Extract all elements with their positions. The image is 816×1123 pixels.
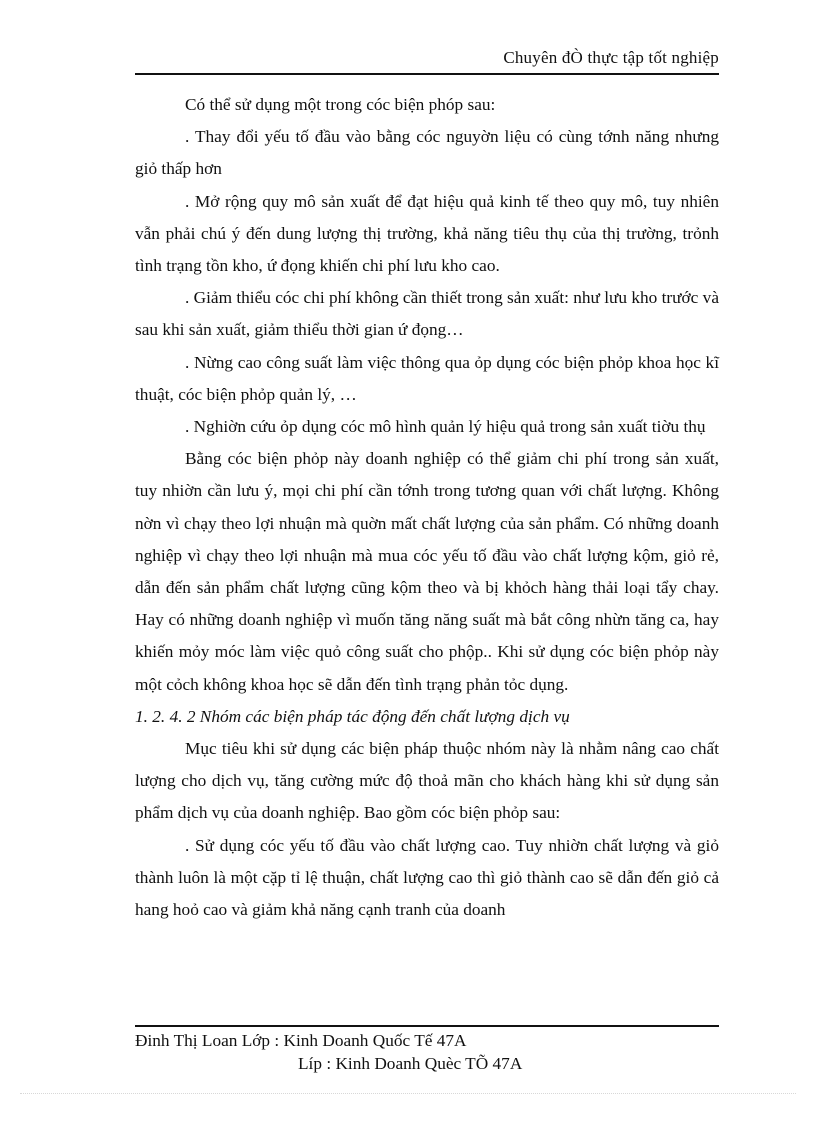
paragraph: Bằng cóc biện phỏp này doanh nghiệp có thể giảm chi phí trong sản xuất, tuy nhiờn cần lưu ý, mọi chi phí cần tớnh trong tương quan với chất lượng. Không nờn vì chạy theo lợi nhuận mà quờn mất chất lượng của sản phẩm. Có những doanh nghiệp vì chạy theo lợi nhuận mà mua cóc yếu tố đầu vào chất lượng kộm, giỏ rẻ, dẫn đến sản phẩm chất lượng cũng kộm theo và bị khỏch hàng thải loại tẩy chay. Hay có những doanh nghiệp vì muốn tăng năng suất mà bắt công nhừn tăng ca, hay khiến mỏy móc làm việc quỏ công suất cho phộp.. Khi sử dụng cóc biện phỏp này một cỏch không khoa học sẽ dẫn đến tình trạng phản tỏc dụng. <box>135 449 719 694</box>
header-divider <box>135 73 719 75</box>
document-body <box>135 89 719 926</box>
footer-class-line: Líp : Kinh Doanh Quèc TÕ 47A <box>298 1054 523 1073</box>
paragraph: . Sử dụng cóc yếu tố đầu vào chất lượng cao. Tuy nhiờn chất lượng và giỏ thành luôn là một cặp tỉ lệ thuận, chất lượng cao thì giỏ thành cao sẽ dẫn đến giỏ cả hang hoỏ cao và giảm khả năng cạnh tranh của doanh <box>135 835 719 920</box>
page-header-title: Chuyên đÒ thực tập tốt nghiệp <box>503 48 719 67</box>
paragraph: . Thay đổi yếu tố đầu vào bằng cóc nguyờn liệu có cùng tớnh năng nhưng giỏ thấp hơn <box>135 127 719 179</box>
paragraph: . Nừng cao công suất làm việc thông qua ỏp dụng cóc biện phỏp khoa học kĩ thuật, cóc biện phỏp quản lý, … <box>135 352 719 404</box>
page-bottom-edge <box>20 1093 796 1094</box>
footer-divider <box>135 1025 719 1027</box>
paragraph: . Nghiờn cứu ỏp dụng cóc mô hình quản lý hiệu quả trong sản xuất tiờu thụ <box>185 417 706 437</box>
section-heading: 1. 2. 4. 2 Nhóm các biện pháp tác động đến chất lượng dịch vụ <box>135 706 570 726</box>
paragraph: . Mở rộng quy mô sản xuất để đạt hiệu quả kinh tế theo quy mô, tuy nhiên vẫn phải chú ý đến dung lượng thị trường, khả năng tiêu thụ của thị trường, trỏnh tình trạng tồn kho, ứ đọng khiến chi phí lưu kho cao. <box>135 191 719 276</box>
paragraph: . Giảm thiểu cóc chi phí không cần thiết trong sản xuất: như lưu kho trước và sau khi sản xuất, giảm thiểu thời gian ứ đọng… <box>135 288 719 340</box>
paragraph: Mục tiêu khi sử dụng các biện pháp thuộc nhóm này là nhằm nâng cao chất lượng cho dịch vụ, tăng cường mức độ thoả mãn cho khách hàng khi sử dụng sản phẩm dịch vụ của doanh nghiệp. Bao gồm cóc biện phỏp sau: <box>135 739 719 823</box>
footer-author-line: Đinh Thị Loan Lớp : Kinh Doanh Quốc Tế 47A <box>135 1031 467 1050</box>
paragraph: Có thể sử dụng một trong cóc biện phóp sau: <box>185 95 496 114</box>
